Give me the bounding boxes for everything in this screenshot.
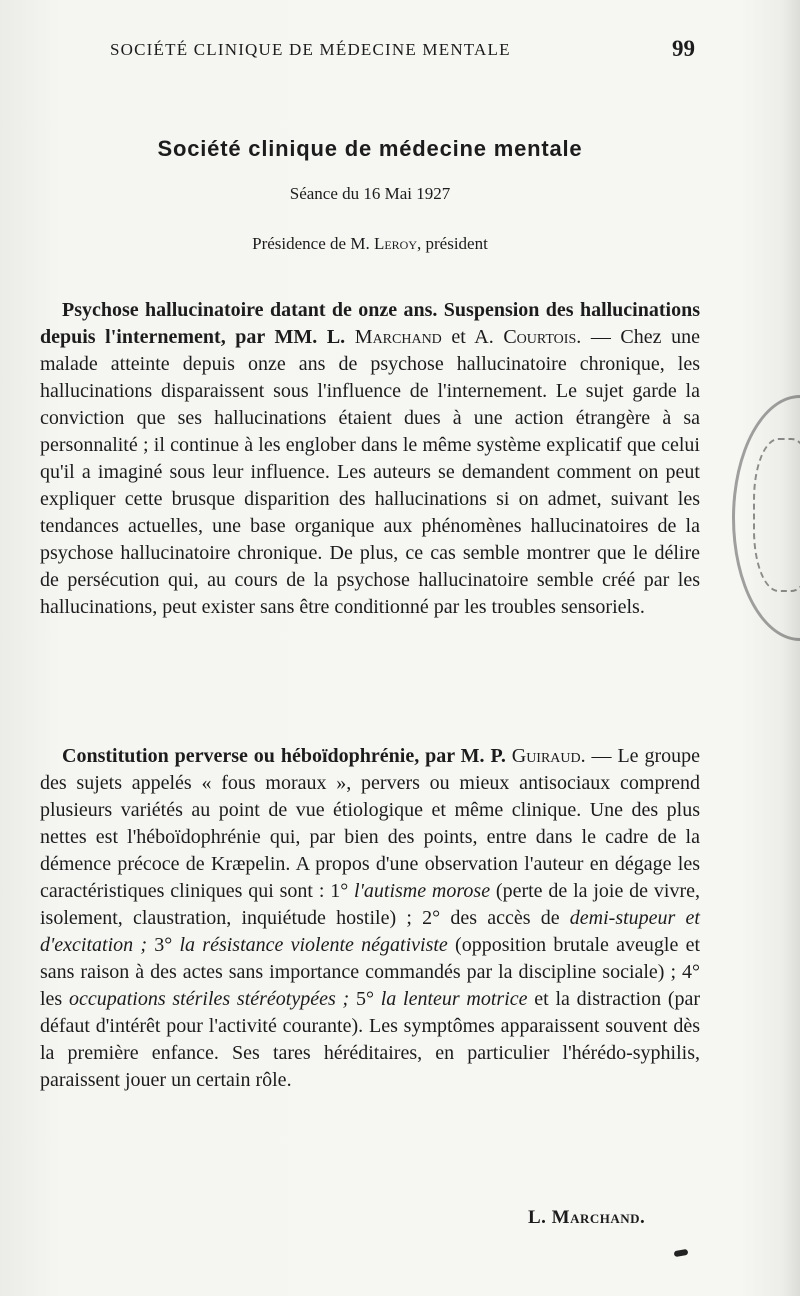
presidency-line [0,234,740,254]
author-connector: et A. [441,326,504,348]
article-body: 5° [349,988,381,1010]
clinical-term: l'autisme morose [354,880,491,902]
clinical-term: demi-stupeur et d'excitation ; [40,907,700,956]
article-psychose-hallucinatoire [40,297,700,621]
article-body: et la distraction (par défaut d'intérêt pour l'activité courante). Les symptômes apparaissent souvent dès la première enfance. Ses tares héréditaires, en particulier l'hérédo-syphilis, paraissent jouer un certain rôle. [40,988,701,1091]
author-name: Marchand [354,326,442,348]
author-name: Guiraud [511,745,581,767]
article-heading: Constitution perverse ou hébоïdophrénie, par M. P. [62,745,512,767]
article-body: . — Le groupe des sujets appelés « fous moraux », pervers ou mieux antisociaux comprend plusieurs variétés au point de vue étiologique et même clinique. Une des plus nettes est l'héboïdophrénie qui, par bien des points, entre dans le cadre de la démence précoce de Kræpelin. A propos d'une observation l'auteur en dégage les caractéristiques cliniques qui sont : 1° [40,745,701,902]
article-heading: Psychose hallucinatoire datant de onze ans. Suspension des hallucinations depuis l'internement, par MM. L. [40,299,700,348]
presidency-prefix: Présidence de M. [252,234,370,253]
session-date: Séance du 16 Mai 1927 [289,184,451,203]
page-number: 99 [672,36,695,61]
running-header: SOCIÉTÉ CLINIQUE DE MÉDECINE MENTALE [110,40,511,59]
stamp-inner-ring [753,438,800,592]
president-name: Leroy [373,234,418,253]
author-name: Courtois [503,326,577,348]
clinical-term: la lenteur motrice [380,988,528,1010]
article-body: (opposition brutale aveugle et sans raison à des actes sans importance commandés par la discipline sociale) ; 4° les [40,934,700,1010]
article-body: 3° [147,934,180,956]
presidency-suffix: , président [417,234,488,253]
clinical-term: la résistance violente négativiste [179,934,448,956]
article-body: . — Chez une malade atteinte depuis onze ans de psychose hallucinatoire chronique, les hallucinations disparaissent sous l'influence de l'internement. Le sujet garde la conviction que ses hallucinations étaient dues à une action étrangère à sa personnalité ; il continue à les englober dans le même système explicatif que celui qu'il a imaginé sous leur influence. Les auteurs se demandent comment on peut expliquer cette brusque disparition des hallucinations si on admet, suivant les tendances actuelles, une base organique aux phénomènes hallucinatoires de la psychose hallucinatoire chronique. De plus, ce cas semble montrer que le délire de persécution qui, au cours de la psychose hallucinatoire semble créé par les hallucinations, peut exister sans être conditionné par les troubles sensoriels. [40,326,700,618]
page-edge-shadow [782,0,800,1296]
section-title: Société clinique de médecine mentale [157,136,583,161]
signature: L. Marchand. [528,1207,646,1228]
article-constitution-perverse [40,743,700,1094]
article-body: (perte de la joie de vivre, isolement, claustration, inquiétude hostile) ; 2° des accès de [40,880,700,929]
clinical-term: occupations stériles stéréotypées ; [68,988,350,1010]
